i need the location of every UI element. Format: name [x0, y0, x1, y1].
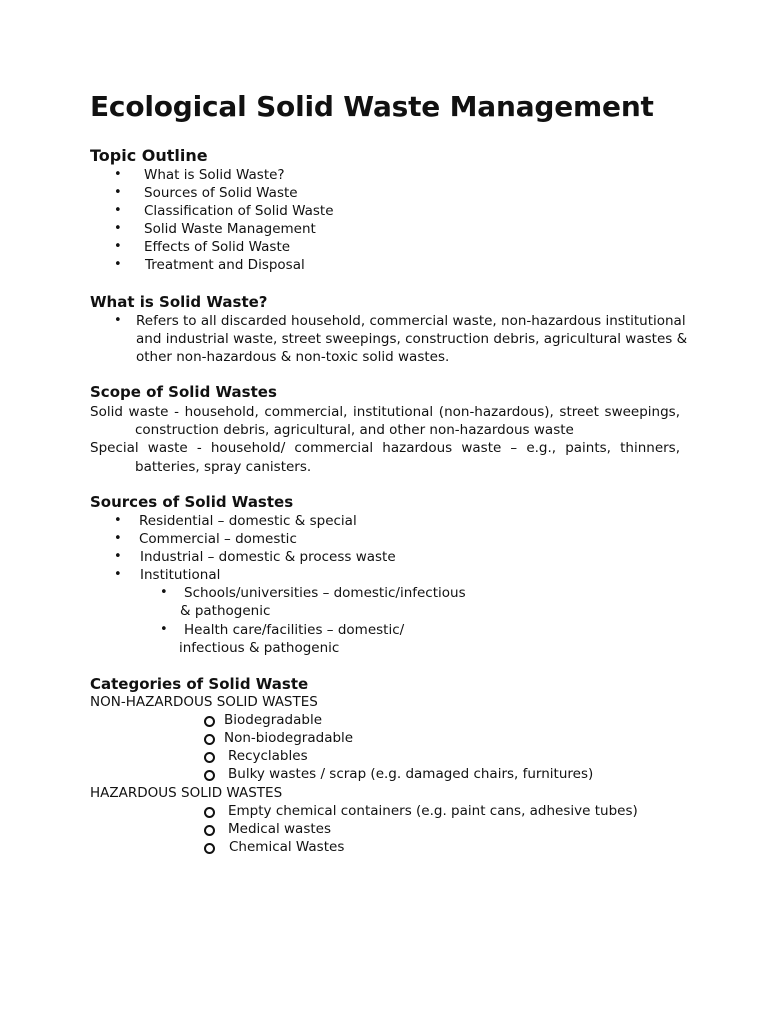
outline-item: Classification of Solid Waste [144, 203, 334, 219]
sources-heading: Sources of Solid Wastes [90, 493, 294, 511]
hazardous-item: Medical wastes [228, 821, 331, 837]
non-hazardous-label: NON-HAZARDOUS SOLID WASTES [90, 694, 318, 710]
what-is-heading: What is Solid Waste? [90, 293, 268, 311]
bullet: • [114, 313, 122, 328]
bullet: • [114, 167, 122, 182]
outline-item: What is Solid Waste? [144, 167, 285, 183]
scope-solid-line1: Solid waste - household, commercial, institutional (non-hazardous), street sweepings, [90, 404, 680, 420]
source-sub-item-cont: & pathogenic [180, 603, 271, 619]
scope-special-line1: Special waste - household/ commercial hazardous waste – e.g., paints, thinners, [90, 440, 680, 456]
bullet: • [114, 513, 122, 528]
bullet: • [114, 185, 122, 200]
source-item: Commercial – domestic [139, 531, 297, 547]
source-sub-item: Schools/universities – domestic/infectious [184, 585, 466, 601]
hazardous-item: Chemical Wastes [229, 839, 345, 855]
source-sub-item-cont: infectious & pathogenic [179, 640, 340, 656]
circle-bullet-icon [204, 752, 215, 763]
outline-item: Treatment and Disposal [145, 257, 305, 273]
hazardous-label: HAZARDOUS SOLID WASTES [90, 785, 283, 801]
source-item: Residential – domestic & special [139, 513, 357, 529]
circle-bullet-icon [204, 734, 215, 745]
hazardous-item: Empty chemical containers (e.g. paint cans, adhesive tubes) [228, 803, 638, 819]
circle-bullet-icon [204, 825, 215, 836]
bullet: • [114, 239, 122, 254]
non-hazardous-item: Non-biodegradable [224, 730, 354, 746]
what-is-text-line: and industrial waste, street sweepings, construction debris, agricultural wastes & [136, 331, 688, 347]
document-title: Ecological Solid Waste Management [90, 90, 654, 123]
what-is-text-line: other non-hazardous & non-toxic solid wastes. [136, 349, 450, 365]
categories-heading: Categories of Solid Waste [90, 675, 309, 693]
circle-bullet-icon [204, 807, 215, 818]
scope-heading: Scope of Solid Wastes [90, 383, 277, 401]
circle-bullet-icon [204, 843, 215, 854]
outline-item: Sources of Solid Waste [144, 185, 298, 201]
circle-bullet-icon [204, 716, 215, 727]
sub-bullet: • [160, 622, 168, 637]
scope-special-line2: batteries, spray canisters. [135, 459, 312, 475]
scope-solid-line2: construction debris, agricultural, and other non-hazardous waste [135, 422, 574, 438]
bullet: • [114, 531, 122, 546]
source-sub-item: Health care/facilities – domestic/ [184, 622, 405, 638]
topic-outline-heading: Topic Outline [90, 146, 208, 165]
outline-item: Effects of Solid Waste [144, 239, 291, 255]
bullet: • [114, 203, 122, 218]
non-hazardous-item: Bulky wastes / scrap (e.g. damaged chairs, furnitures) [228, 766, 594, 782]
bullet: • [114, 549, 122, 564]
bullet: • [114, 221, 122, 236]
bullet: • [114, 567, 122, 582]
outline-item: Solid Waste Management [144, 221, 316, 237]
non-hazardous-item: Recyclables [228, 748, 308, 764]
source-item: Industrial – domestic & process waste [140, 549, 396, 565]
what-is-text-line: Refers to all discarded household, commercial waste, non-hazardous institutional [136, 313, 686, 329]
non-hazardous-item: Biodegradable [224, 712, 323, 728]
bullet: • [114, 257, 122, 272]
source-item: Institutional [140, 567, 221, 583]
sub-bullet: • [160, 585, 168, 600]
circle-bullet-icon [204, 770, 215, 781]
